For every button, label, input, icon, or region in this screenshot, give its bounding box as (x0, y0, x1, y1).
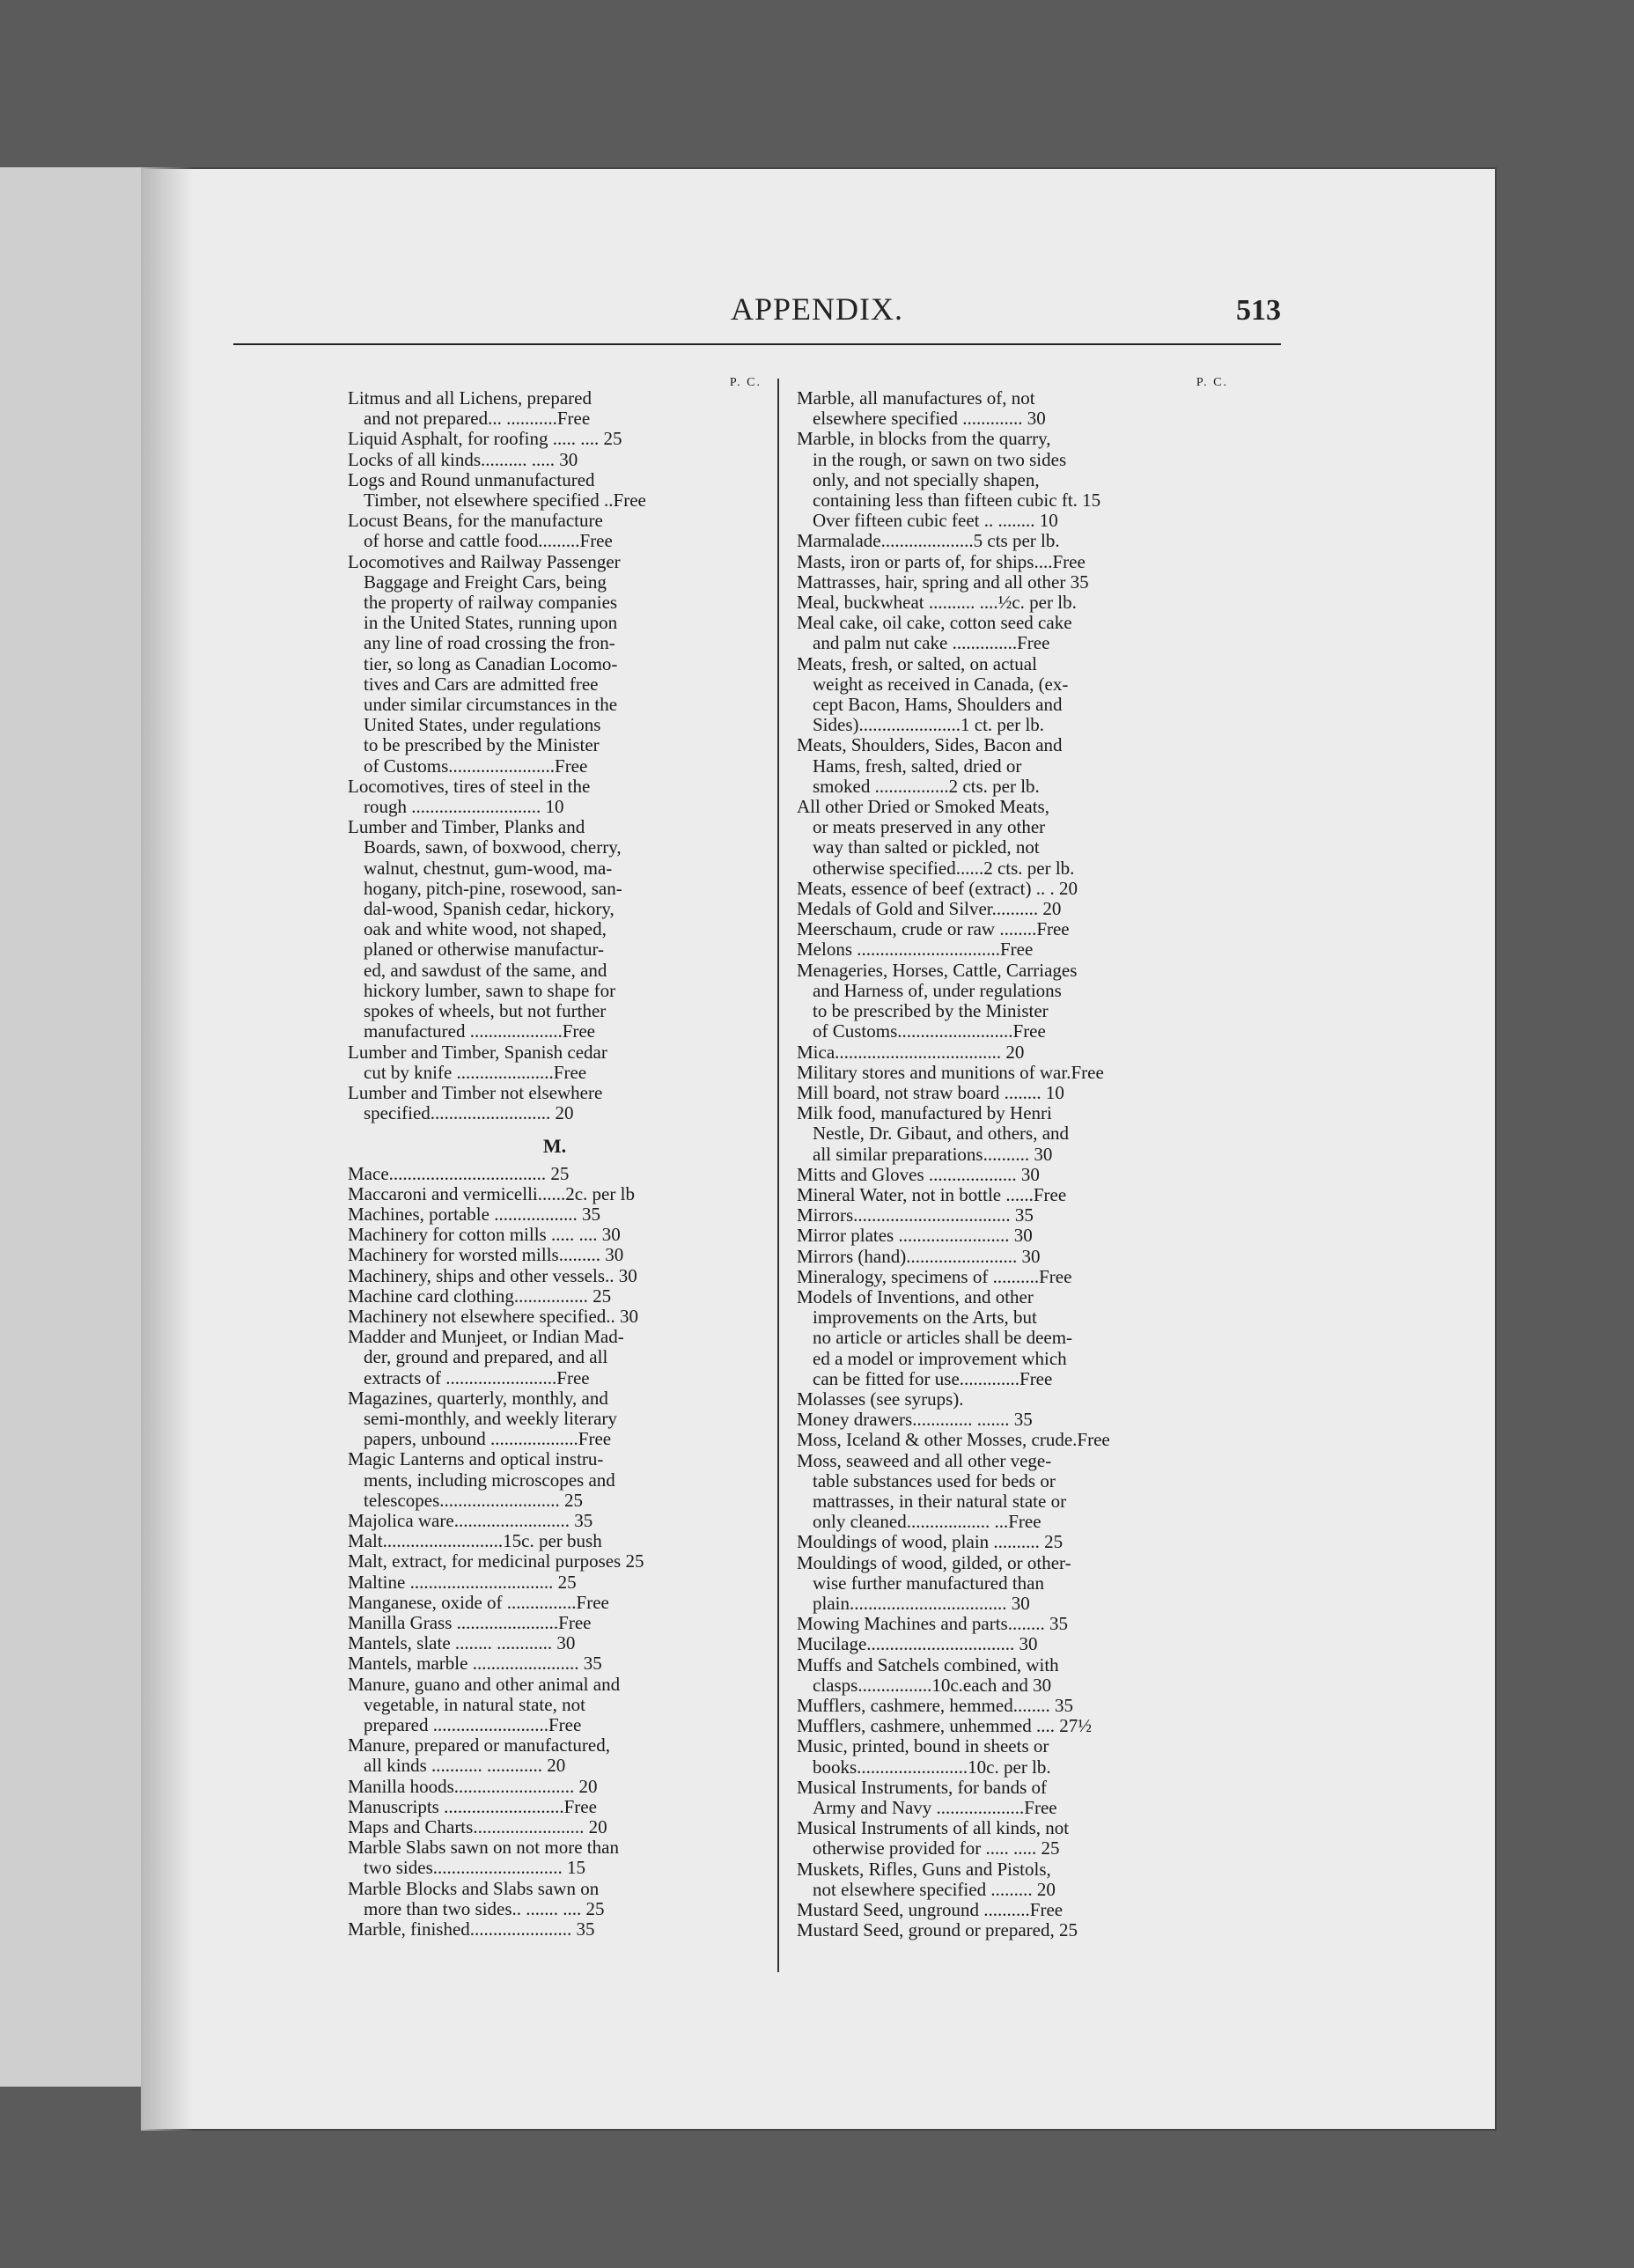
tariff-entry-line: Malt..........................15c. per bush (348, 1530, 602, 1552)
tariff-entry-line: Manilla Grass ......................Free (348, 1611, 592, 1633)
tariff-entry-line: Meats, fresh, or salted, on actual (797, 652, 1037, 674)
tariff-entry-line: to be prescribed by the Minister (364, 734, 600, 756)
tariff-entry-line: Muffs and Satchels combined, with (797, 1653, 1059, 1675)
tariff-entry-line: books........................10c. per lb. (813, 1756, 1051, 1778)
tariff-entry (797, 572, 1228, 593)
tariff-entry (797, 1165, 1228, 1185)
tariff-entry-line: not elsewhere specified ......... 20 (813, 1878, 1056, 1900)
tariff-entry (348, 1184, 762, 1204)
tariff-entry (348, 1307, 762, 1327)
tariff-entry (797, 939, 1228, 960)
tariff-entry-line: Machinery for cotton mills ..... .... 30 (348, 1224, 621, 1246)
tariff-entry (348, 1327, 762, 1388)
tariff-entry-line: ed, and sawdust of the same, and (364, 959, 607, 981)
tariff-entry-line: all kinds ........... ............ 20 (364, 1755, 566, 1777)
tariff-entry (348, 1572, 762, 1593)
tariff-entry (797, 919, 1228, 939)
tariff-entry (797, 1614, 1228, 1634)
tariff-entry (797, 1410, 1228, 1430)
tariff-entry (797, 1451, 1228, 1533)
tariff-entry-line: any line of road crossing the fron- (364, 632, 615, 654)
tariff-entry (348, 1593, 762, 1613)
tariff-entry-line: Army and Navy ...................Free (813, 1797, 1057, 1819)
tariff-entry-line: Manuscripts ..........................Free (348, 1795, 597, 1817)
tariff-entry-line: Marble Blocks and Slabs sawn on (348, 1877, 600, 1899)
tariff-entry-line: Maltine ............................... 25 (348, 1571, 577, 1593)
tariff-entry-line: Manganese, oxide of ...............Free (348, 1591, 609, 1613)
tariff-entry (797, 1247, 1228, 1267)
tariff-entry-line: Maps and Charts........................ 20 (348, 1816, 607, 1838)
tariff-entry-line: Locust Beans, for the manufacture (348, 510, 603, 532)
tariff-entry-line: telescopes.......................... 25 (364, 1489, 584, 1511)
tariff-entry-line: Money drawers............. ....... 35 (797, 1409, 1033, 1431)
tariff-entry-line: otherwise specified......2 cts. per lb. (813, 857, 1075, 879)
tariff-entry-line: Mustard Seed, unground ..........Free (797, 1899, 1064, 1921)
tariff-entry-line: Sides)......................1 ct. per lb. (813, 714, 1045, 736)
tariff-entry-line: only cleaned.................. ...Free (813, 1511, 1041, 1533)
tariff-entry (797, 1900, 1228, 1920)
tariff-entry-line: manufactured ....................Free (364, 1020, 596, 1042)
tariff-entry-line: Mucilage................................ 30 (797, 1633, 1038, 1655)
tariff-entry (348, 1449, 762, 1511)
tariff-entry-line: to be prescribed by the Minister (813, 1000, 1049, 1022)
tariff-entry-line: prepared .........................Free (364, 1714, 582, 1735)
tariff-entry-line: Magazines, quarterly, monthly, and (348, 1387, 608, 1409)
tariff-entry-line: Meal cake, oil cake, cotton seed cake (797, 612, 1072, 634)
tariff-entry-line: way than salted or pickled, not (813, 836, 1040, 858)
tariff-entry-line: tives and Cars are admitted free (364, 673, 599, 695)
tariff-entry-line: Mineralogy, specimens of ..........Free (797, 1265, 1072, 1287)
tariff-entry (797, 388, 1228, 429)
tariff-entry (348, 1653, 762, 1674)
tariff-entry-line: of Customs.......................Free (364, 755, 588, 777)
tariff-entry-line: Mouldings of wood, gilded, or other- (797, 1551, 1071, 1573)
tariff-entry-line: Marble, all manufactures of, not (797, 387, 1035, 409)
tariff-entry-line: Meats, Shoulders, Sides, Bacon and (797, 734, 1063, 756)
tariff-entry (348, 1042, 762, 1083)
tariff-entry (797, 1655, 1228, 1696)
tariff-entry-line: vegetable, in natural state, not (364, 1693, 585, 1715)
tariff-entry (797, 613, 1228, 653)
tariff-entry-line: weight as received in Canada, (ex- (813, 673, 1069, 695)
tariff-entry (797, 899, 1228, 919)
tariff-entry-line: specified.......................... 20 (364, 1102, 574, 1124)
tariff-entry-line: of Customs.........................Free (813, 1020, 1046, 1042)
tariff-entry-line: Medals of Gold and Silver.......... 20 (797, 898, 1062, 920)
tariff-entry-line: Models of Inventions, and other (797, 1285, 1034, 1307)
tariff-entry-line: cept Bacon, Hams, Shoulders and (813, 694, 1063, 716)
tariff-entry (348, 1388, 762, 1450)
left-column (348, 374, 762, 1940)
tariff-entry (348, 1919, 762, 1940)
tariff-entry-line: Military stores and munitions of war.Free (797, 1061, 1104, 1083)
tariff-entry (348, 1266, 762, 1286)
tariff-entry-line: can be fitted for use.............Free (813, 1367, 1053, 1389)
tariff-entry-line: Mouldings of wood, plain .......... 25 (797, 1531, 1064, 1553)
page-header (233, 291, 1281, 345)
tariff-entry-line: hogany, pitch-pine, rosewood, san- (364, 877, 622, 899)
tariff-entry-line: oak and white wood, not shaped, (364, 918, 607, 940)
tariff-entry-line: Machine card clothing................ 25 (348, 1285, 612, 1307)
tariff-entry-line: the property of railway companies (364, 592, 618, 614)
tariff-entry (348, 1245, 762, 1265)
tariff-entry-line: Lumber and Timber, Spanish cedar (348, 1041, 607, 1063)
tariff-entry (348, 1613, 762, 1633)
tariff-entry-line: Mitts and Gloves ................... 30 (797, 1163, 1040, 1185)
left-entries (348, 388, 762, 1123)
tariff-entry-line: wise further manufactured than (813, 1572, 1044, 1594)
tariff-entry-line: planed or otherwise manufactur- (364, 939, 605, 961)
tariff-entry-line: Locomotives, tires of steel in the (348, 775, 591, 797)
tariff-entry (348, 1204, 762, 1225)
tariff-entry-line: Madder and Munjeet, or Indian Mad- (348, 1326, 624, 1348)
tariff-entry (797, 1042, 1228, 1063)
tariff-entry-line: Meats, essence of beef (extract) .. . 20 (797, 877, 1078, 899)
tariff-entry-line: Mirrors.................................. 35 (797, 1204, 1034, 1226)
tariff-entry-line: Mica.................................... 20 (797, 1041, 1025, 1063)
tariff-entry (348, 817, 762, 1042)
tariff-entry (348, 1551, 762, 1572)
tariff-entry-line: tier, so long as Canadian Locomo- (364, 652, 618, 674)
tariff-entry (348, 429, 762, 449)
tariff-entry (797, 1818, 1228, 1859)
tariff-entry (348, 511, 762, 551)
tariff-entry-line: spokes of wheels, but not further (364, 1000, 607, 1022)
tariff-entry-line: in the rough, or sawn on two sides (813, 448, 1067, 470)
tariff-entry-line: Machinery for worsted mills......... 30 (348, 1244, 624, 1266)
tariff-entry (348, 1879, 762, 1919)
tariff-entry-line: Melons ...............................Free (797, 939, 1034, 961)
tariff-entry-line: Mace.................................. 25 (348, 1162, 570, 1184)
tariff-entry-line: no article or articles shall be deem- (813, 1327, 1073, 1349)
tariff-entry-line: Mill board, not straw board ........ 10 (797, 1081, 1064, 1103)
tariff-entry-line: Liquid Asphalt, for roofing ..... .... 25 (348, 428, 622, 450)
page-number: 513 (1236, 294, 1281, 327)
tariff-entry-line: extracts of ........................Free (364, 1366, 590, 1388)
tariff-entry-line: Mowing Machines and parts........ 35 (797, 1613, 1068, 1635)
tariff-entry-line: Musical Instruments of all kinds, not (797, 1817, 1070, 1839)
tariff-entry-line: Mattrasses, hair, spring and all other 35 (797, 571, 1089, 593)
tariff-entry-line: All other Dried or Smoked Meats, (797, 796, 1049, 818)
tariff-entry (797, 879, 1228, 899)
tariff-entry (348, 1735, 762, 1776)
tariff-entry-line: Mineral Water, not in bottle ......Free (797, 1183, 1067, 1205)
tariff-entry (348, 777, 762, 817)
tariff-entry-line: Litmus and all Lichens, prepared (348, 387, 592, 409)
tariff-entry-line: and not prepared... ...........Free (364, 408, 591, 430)
tariff-entry (348, 1164, 762, 1184)
tariff-entry-line: ments, including microscopes and (364, 1469, 615, 1491)
column-heading-pc: P. C. (729, 376, 762, 389)
running-title: APPENDIX. (731, 291, 904, 327)
tariff-entry-line: all similar preparations.......... 30 (813, 1143, 1053, 1165)
tariff-entry (348, 388, 762, 429)
tariff-entry-line: plain.................................. 30 (813, 1592, 1030, 1614)
tariff-entry (797, 1267, 1228, 1287)
tariff-entry (348, 552, 762, 777)
tariff-entry (797, 1736, 1228, 1777)
right-entries (797, 388, 1228, 1940)
tariff-entry (348, 1797, 762, 1817)
tariff-entry-line: Lumber and Timber not elsewhere (348, 1081, 603, 1103)
tariff-entry-line: Majolica ware......................... 35 (348, 1509, 593, 1531)
left-m-entries (348, 1164, 762, 1940)
tariff-entry-line: Boards, sawn, of boxwood, cherry, (364, 836, 622, 858)
tariff-entry-line: Moss, seaweed and all other vege- (797, 1449, 1052, 1471)
column-divider (777, 379, 779, 1972)
tariff-entry-line: rough ............................ 10 (364, 796, 564, 818)
tariff-entry-line: clasps................10c.each and 30 (813, 1674, 1052, 1696)
tariff-entry (797, 1389, 1228, 1410)
tariff-entry (797, 1553, 1228, 1615)
tariff-entry-line: Mustard Seed, ground or prepared, 25 (797, 1919, 1078, 1941)
tariff-entry (348, 1633, 762, 1653)
tariff-entry-line: Maccaroni and vermicelli......2c. per lb (348, 1182, 635, 1204)
tariff-entry-line: Molasses (see syrups). (797, 1388, 964, 1410)
tariff-entry (797, 735, 1228, 797)
tariff-entry (797, 1859, 1228, 1900)
tariff-entry-line: Milk food, manufactured by Henri (797, 1102, 1052, 1124)
tariff-entry-line: Mufflers, cashmere, hemmed........ 35 (797, 1695, 1073, 1716)
tariff-entry-line: Mantels, slate ........ ............ 30 (348, 1632, 576, 1654)
tariff-entry (797, 593, 1228, 613)
tariff-entry-line: Marble Slabs sawn on not more than (348, 1837, 619, 1859)
tariff-entry-line: two sides............................ 15 (364, 1857, 585, 1879)
tariff-entry (797, 961, 1228, 1042)
tariff-entry-line: Meal, buckwheat .......... ....½c. per lb. (797, 592, 1077, 614)
tariff-entry-line: table substances used for beds or (813, 1469, 1056, 1491)
tariff-entry-line: ed a model or improvement which (813, 1347, 1067, 1369)
tariff-entry-line: Meerschaum, crude or raw ........Free (797, 918, 1070, 940)
tariff-entry-line: Mirrors (hand)........................ 30 (797, 1245, 1041, 1267)
tariff-entry-line: Nestle, Dr. Gibaut, and others, and (813, 1123, 1070, 1145)
tariff-entry (348, 1511, 762, 1531)
tariff-entry-line: Menageries, Horses, Cattle, Carriages (797, 959, 1078, 981)
tariff-entry-line: Mantels, marble ....................... 35 (348, 1653, 602, 1675)
tariff-entry (797, 1063, 1228, 1083)
tariff-entry (797, 1205, 1228, 1226)
tariff-entry (797, 654, 1228, 736)
tariff-entry-line: Machines, portable .................. 35 (348, 1203, 600, 1225)
tariff-entry (797, 1287, 1228, 1389)
tariff-entry-line: Locomotives and Railway Passenger (348, 550, 621, 572)
tariff-entry-line: walnut, chestnut, gum-wood, ma- (364, 857, 613, 879)
tariff-entry (348, 470, 762, 511)
tariff-entry (797, 1103, 1228, 1165)
tariff-entry-line: Marble, in blocks from the quarry, (797, 428, 1051, 450)
tariff-entry-line: Lumber and Timber, Planks and (348, 816, 585, 838)
tariff-entry-line: Mirror plates ........................ 30 (797, 1225, 1033, 1247)
tariff-entry-line: of horse and cattle food.........Free (364, 530, 613, 552)
tariff-entry (348, 1286, 762, 1307)
tariff-entry-line: der, ground and prepared, and all (364, 1346, 608, 1368)
tariff-entry (348, 450, 762, 470)
tariff-entry (348, 1531, 762, 1551)
tariff-entry-line: and palm nut cake ..............Free (813, 632, 1050, 654)
column-heading-pc: P. C. (1196, 376, 1228, 389)
section-heading-m: M. (542, 1135, 567, 1158)
tariff-entry-line: Music, printed, bound in sheets or (797, 1735, 1049, 1757)
tariff-entry-line: Over fifteen cubic feet .. ........ 10 (813, 510, 1058, 532)
tariff-entry (797, 1430, 1228, 1450)
tariff-entry (797, 1083, 1228, 1103)
tariff-entry-line: Baggage and Freight Cars, being (364, 571, 607, 593)
tariff-entry-line: Malt, extract, for medicinal purposes 25 (348, 1550, 644, 1572)
tariff-entry-line: improvements on the Arts, but (813, 1307, 1037, 1329)
tariff-entry-line: more than two sides.. ....... .... 25 (364, 1897, 605, 1919)
tariff-entry-line: Muskets, Rifles, Guns and Pistols, (797, 1858, 1051, 1880)
tariff-entry-line: Moss, Iceland & other Mosses, crude.Free (797, 1429, 1110, 1451)
tariff-entry (797, 1716, 1228, 1736)
tariff-entry (797, 429, 1228, 531)
tariff-entry (348, 1083, 762, 1123)
tariff-entry (348, 1777, 762, 1797)
tariff-entry-line: Timber, not elsewhere specified ..Free (364, 490, 646, 512)
tariff-entry (797, 1185, 1228, 1205)
right-column (797, 374, 1228, 1940)
tariff-entry-line: United States, under regulations (364, 714, 601, 736)
tariff-entry (348, 1817, 762, 1837)
tariff-entry-line: Magic Lanterns and optical instru- (348, 1448, 604, 1470)
tariff-entry-line: under similar circumstances in the (364, 694, 618, 716)
tariff-entry-line: and Harness of, under regulations (813, 979, 1062, 1001)
tariff-entry (797, 1532, 1228, 1552)
tariff-entry-line: Masts, iron or parts of, for ships....Free (797, 550, 1086, 572)
tariff-entry-line: Machinery, ships and other vessels.. 30 (348, 1264, 637, 1286)
tariff-entry-line: Manure, prepared or manufactured, (348, 1734, 610, 1756)
tariff-entry-line: only, and not specially shapen, (813, 468, 1040, 490)
tariff-entry-line: semi-monthly, and weekly literary (364, 1407, 617, 1429)
tariff-entry (348, 1225, 762, 1245)
tariff-entry-line: otherwise provided for ..... ..... 25 (813, 1837, 1060, 1859)
tariff-entry-line: smoked ................2 cts. per lb. (813, 775, 1040, 797)
tariff-entry (797, 531, 1228, 551)
tariff-entry (797, 1920, 1228, 1940)
tariff-entry-line: Hams, fresh, salted, dried or (813, 755, 1022, 777)
tariff-entry (797, 797, 1228, 879)
tariff-entry (797, 1226, 1228, 1246)
tariff-entry-line: Mufflers, cashmere, unhemmed .... 27½ (797, 1715, 1092, 1737)
tariff-entry-line: Marmalade....................5 cts per lb. (797, 530, 1060, 552)
tariff-entry-line: in the United States, running upon (364, 612, 618, 634)
tariff-entry-line: Marble, finished...................... 35 (348, 1918, 595, 1940)
tariff-entry (348, 1837, 762, 1878)
tariff-entry-line: mattrasses, in their natural state or (813, 1490, 1067, 1512)
tariff-entry (797, 1778, 1228, 1818)
tariff-entry-line: Manure, guano and other animal and (348, 1673, 621, 1695)
tariff-entry (797, 1634, 1228, 1654)
tariff-entry-line: dal-wood, Spanish cedar, hickory, (364, 898, 615, 920)
tariff-entry-line: elsewhere specified ............. 30 (813, 408, 1046, 430)
tariff-entry-line: Manilla hoods.......................... 20 (348, 1775, 598, 1797)
tariff-entry-line: cut by knife .....................Free (364, 1061, 587, 1083)
tariff-entry (797, 1696, 1228, 1716)
tariff-entry-line: hickory lumber, sawn to shape for (364, 979, 616, 1001)
tariff-entry-line: papers, unbound ...................Free (364, 1428, 612, 1450)
tariff-entry-line: Musical Instruments, for bands of (797, 1776, 1048, 1798)
tariff-entry (348, 1675, 762, 1736)
tariff-entry-line: Machinery not elsewhere specified.. 30 (348, 1305, 639, 1327)
tariff-entry (797, 552, 1228, 572)
tariff-entry-line: Locks of all kinds.......... ..... 30 (348, 448, 578, 470)
tariff-entry-line: Logs and Round unmanufactured (348, 468, 595, 490)
tariff-entry-line: or meats preserved in any other (813, 816, 1046, 838)
tariff-entry-line: containing less than fifteen cubic ft. 15 (813, 490, 1101, 512)
